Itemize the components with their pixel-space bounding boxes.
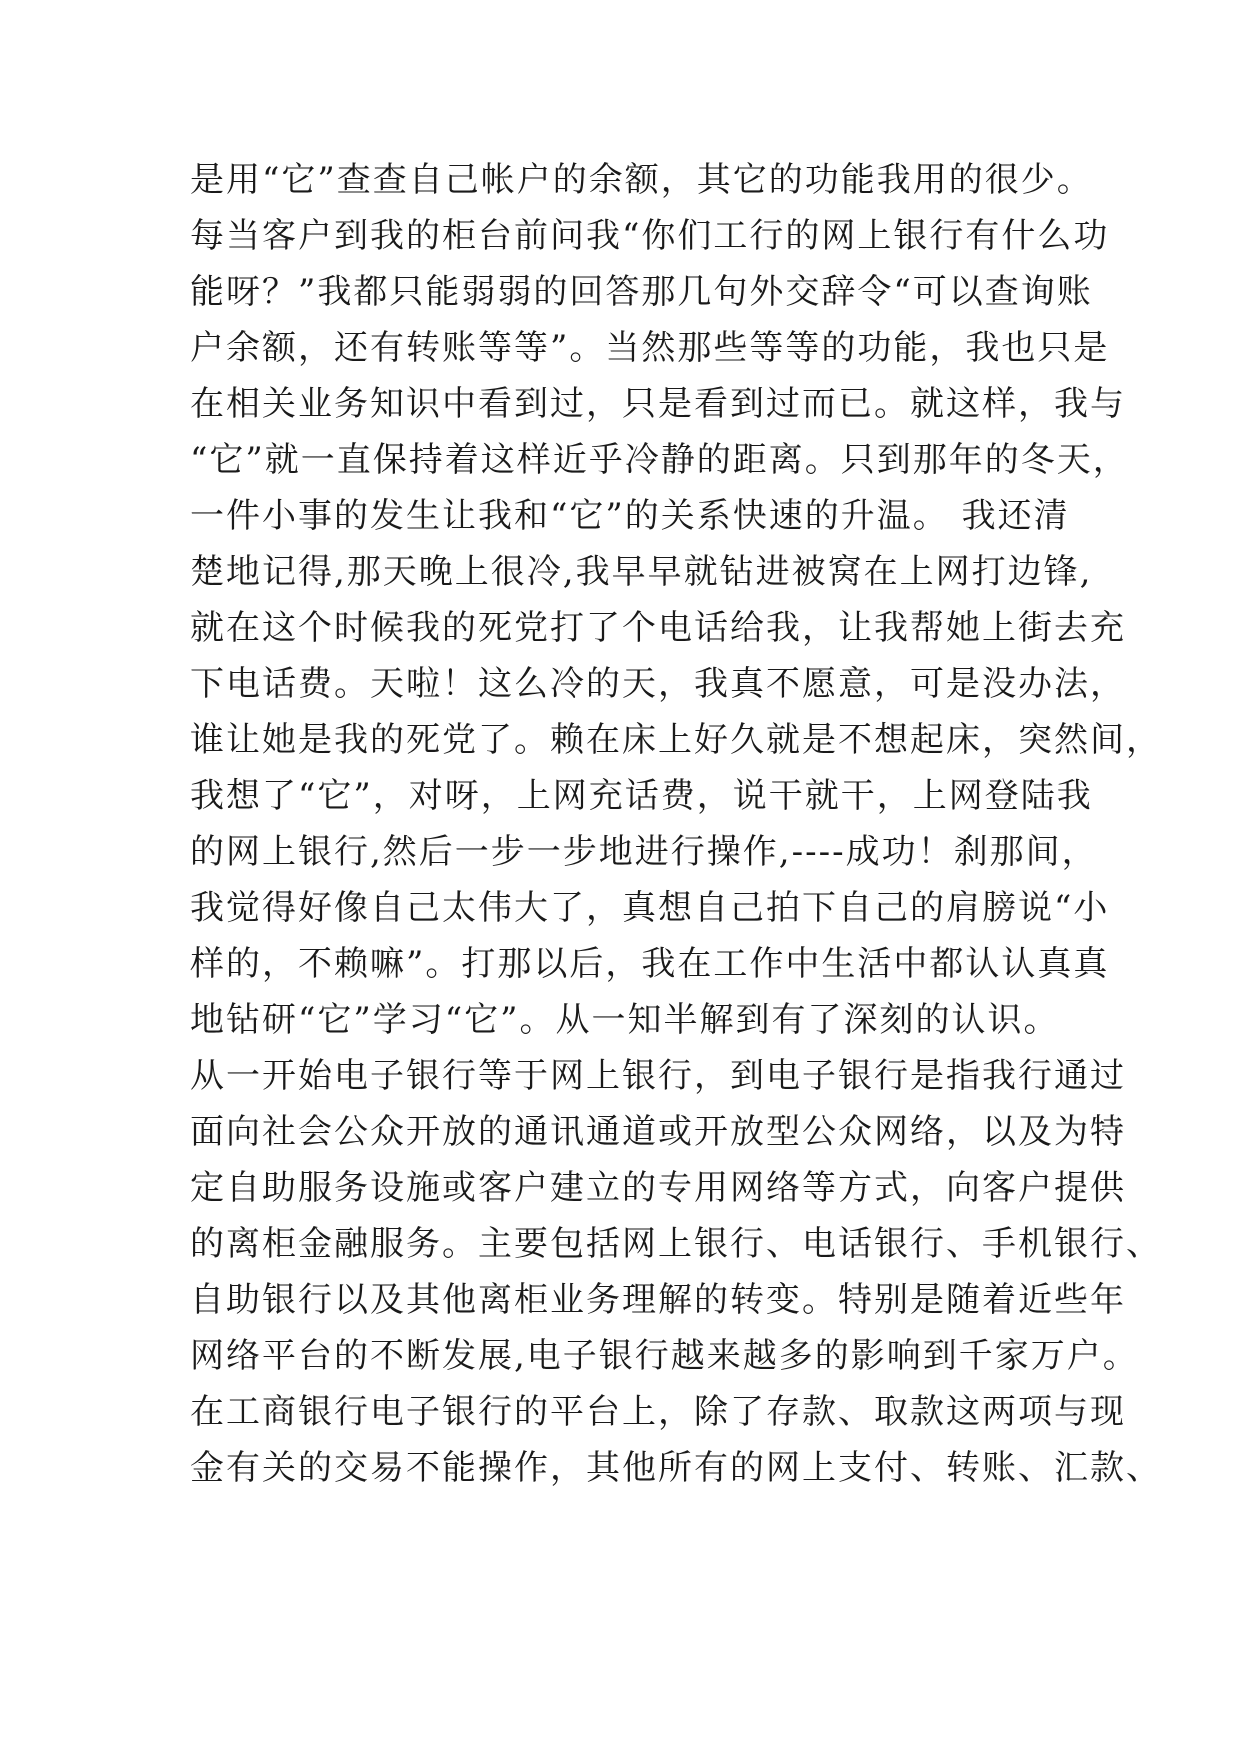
text-line: 下电话费。天啦！这么冷的天，我真不愿意，可是没办法， — [190, 664, 1126, 704]
text-line: 谁让她是我的死党了。赖在床上好久就是不想起床，突然间， — [190, 720, 1162, 760]
text-line: 金有关的交易不能操作，其他所有的网上支付、转账、汇款、 — [190, 1448, 1162, 1488]
text-line: 一件小事的发生让我和“它”的关系快速的升温。 我还清 — [190, 496, 1070, 536]
text-line: 能呀？”我都只能弱弱的回答那几句外交辞令“可以查询账 — [190, 272, 1093, 312]
text-line: 我想了“它”，对呀，上网充话费，说干就干，上网登陆我 — [190, 776, 1093, 816]
text-line: 的离柜金融服务。主要包括网上银行、电话银行、手机银行、 — [190, 1224, 1162, 1264]
text-line: 样的，不赖嘛”。打那以后，我在工作中生活中都认认真真 — [190, 944, 1110, 984]
text-line: 每当客户到我的柜台前问我“你们工行的网上银行有什么功 — [190, 216, 1110, 256]
text-line: 就在这个时候我的死党打了个电话给我，让我帮她上街去充 — [190, 608, 1126, 648]
text-line: 在工商银行电子银行的平台上，除了存款、取款这两项与现 — [190, 1392, 1126, 1432]
text-line: 面向社会公众开放的通讯通道或开放型公众网络，以及为特 — [190, 1112, 1126, 1152]
text-line: 地钻研“它”学习“它”。从一知半解到有了深刻的认识。 — [190, 1000, 1060, 1040]
text-line: 定自助服务设施或客户建立的专用网络等方式，向客户提供 — [190, 1168, 1126, 1208]
text-line: 户余额，还有转账等等”。当然那些等等的功能，我也只是 — [190, 328, 1110, 368]
text-line: 自助银行以及其他离柜业务理解的转变。特别是随着近些年 — [190, 1280, 1126, 1320]
text-line: 在相关业务知识中看到过，只是看到过而已。就这样，我与 — [190, 384, 1126, 424]
text-line: 网络平台的不断发展,电子银行越来越多的影响到千家万户。 — [190, 1336, 1139, 1376]
text-line: “它”就一直保持着这样近乎冷静的距离。只到那年的冬天， — [190, 440, 1129, 480]
text-line: 楚地记得,那天晚上很冷,我早早就钻进被窝在上网打边锋, — [190, 552, 1093, 592]
text-line: 我觉得好像自己太伟大了，真想自己拍下自己的肩膀说“小 — [190, 888, 1110, 928]
text-line: 的网上银行,然后一步一步地进行操作,----成功！刹那间， — [190, 832, 1098, 872]
text-line: 是用“它”查查自己帐户的余额，其它的功能我用的很少。 — [190, 160, 1093, 200]
text-line: 从一开始电子银行等于网上银行，到电子银行是指我行通过 — [190, 1056, 1126, 1096]
